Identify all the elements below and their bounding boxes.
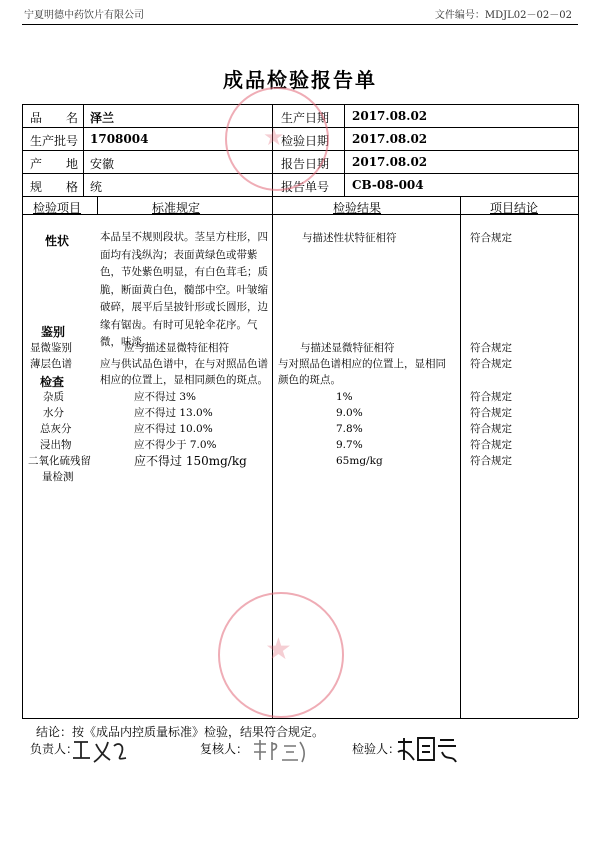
report-date-value: 2017.08.02 — [352, 155, 428, 169]
character-result: 与描述性状特征相符 — [302, 232, 397, 244]
water-conclusion: 符合规定 — [470, 407, 512, 419]
water-result: 9.0% — [336, 407, 363, 419]
batch-value: 1708004 — [90, 132, 149, 146]
extract-standard: 应不得少于 7.0% — [134, 439, 217, 451]
inspection-date-label: 检验日期 — [281, 134, 330, 148]
col-result-header: 检验结果 — [333, 201, 382, 215]
inspector-signature — [394, 734, 460, 770]
impurity-conclusion: 符合规定 — [470, 391, 512, 403]
character-standard: 本品呈不规则段状。茎呈方柱形，四面均有浅纵沟；表面黄绿色或带紫色，节处紫色明显，有白色茸毛；质脆，断面黄白色，髓部中空。叶皱缩破碎，展平后呈披针形或长圆形，边缘有锯齿。有时可见轮伞花序。气微，味淡。 — [100, 231, 268, 348]
extract-result: 9.7% — [336, 439, 363, 451]
responsible-signature — [70, 736, 130, 770]
ash-result: 7.8% — [336, 423, 363, 435]
micro-conclusion: 符合规定 — [470, 342, 512, 354]
responsible-label: 负责人： — [30, 742, 79, 756]
micro-standard: 应与描述显微特征相符 — [124, 342, 229, 354]
product-name-label: 品 名 — [30, 111, 79, 125]
reviewer-label: 复核人： — [200, 742, 249, 756]
ash-conclusion: 符合规定 — [470, 423, 512, 435]
tlc-standard: 应与供试品色谱中，在与对照品色谱相应的位置上，显相同颜色的斑点。 — [100, 358, 268, 386]
origin-label: 产 地 — [30, 157, 79, 171]
tlc-label: 薄层色谱 — [30, 358, 72, 370]
origin-value: 安徽 — [90, 157, 115, 171]
inspection-date-value: 2017.08.02 — [352, 132, 428, 146]
micro-label: 显微鉴别 — [30, 342, 72, 354]
impurity-standard: 应不得过 3% — [134, 391, 196, 403]
col-conclusion-header: 项目结论 — [490, 201, 539, 215]
micro-result: 与描述显微特征相符 — [300, 342, 395, 354]
col-standard-header: 标准规定 — [152, 201, 201, 215]
header-rule — [22, 24, 578, 25]
so2-result: 65mg/kg — [336, 455, 383, 467]
tlc-result: 与对照品色谱相应的位置上，显相同颜色的斑点。 — [278, 358, 446, 386]
impurity-result: 1% — [336, 391, 353, 403]
report-title: 成品检验报告单 — [223, 68, 377, 92]
report-no-label: 报告单号 — [281, 180, 330, 194]
extract-conclusion: 符合规定 — [470, 439, 512, 451]
report-no-value: CB-08-004 — [352, 178, 424, 192]
inspector-label: 检验人： — [352, 742, 401, 756]
extract-label: 浸出物 — [40, 439, 72, 451]
company-header: 宁夏明德中药饮片有限公司 — [24, 10, 144, 21]
quality-seal-bottom: ★ — [218, 592, 344, 718]
water-standard: 应不得过 13.0% — [134, 407, 213, 419]
ash-label: 总灰分 — [40, 423, 72, 435]
production-date-label: 生产日期 — [281, 111, 330, 125]
col-item-header: 检验项目 — [33, 201, 82, 215]
document-number: 文件编号：MDJL02－02－02 — [434, 10, 572, 21]
character-label: 性状 — [45, 234, 70, 248]
identification-label: 鉴别 — [41, 325, 66, 339]
so2-label-line1: 二氧化硫残留 — [28, 455, 91, 467]
so2-conclusion: 符合规定 — [470, 455, 512, 467]
tlc-conclusion: 符合规定 — [470, 358, 512, 370]
spec-value: 统 — [90, 180, 103, 194]
spec-label: 规 格 — [30, 180, 79, 194]
check-label: 检查 — [40, 375, 65, 389]
production-date-value: 2017.08.02 — [352, 109, 428, 123]
conclusion-text: 结论：按《成品内控质量标准》检验，结果符合规定。 — [36, 725, 325, 739]
report-date-label: 报告日期 — [281, 157, 330, 171]
batch-label: 生产批号 — [30, 134, 79, 148]
impurity-label: 杂质 — [43, 391, 64, 403]
quality-seal-top: ★ — [225, 87, 329, 191]
so2-standard: 应不得过 150mg/kg — [134, 454, 247, 468]
so2-label-line2: 量检测 — [42, 471, 74, 483]
product-name-value: 泽兰 — [90, 111, 115, 125]
reviewer-signature — [250, 736, 310, 770]
ash-standard: 应不得过 10.0% — [134, 423, 213, 435]
water-label: 水分 — [43, 407, 64, 419]
character-conclusion: 符合规定 — [470, 232, 512, 244]
